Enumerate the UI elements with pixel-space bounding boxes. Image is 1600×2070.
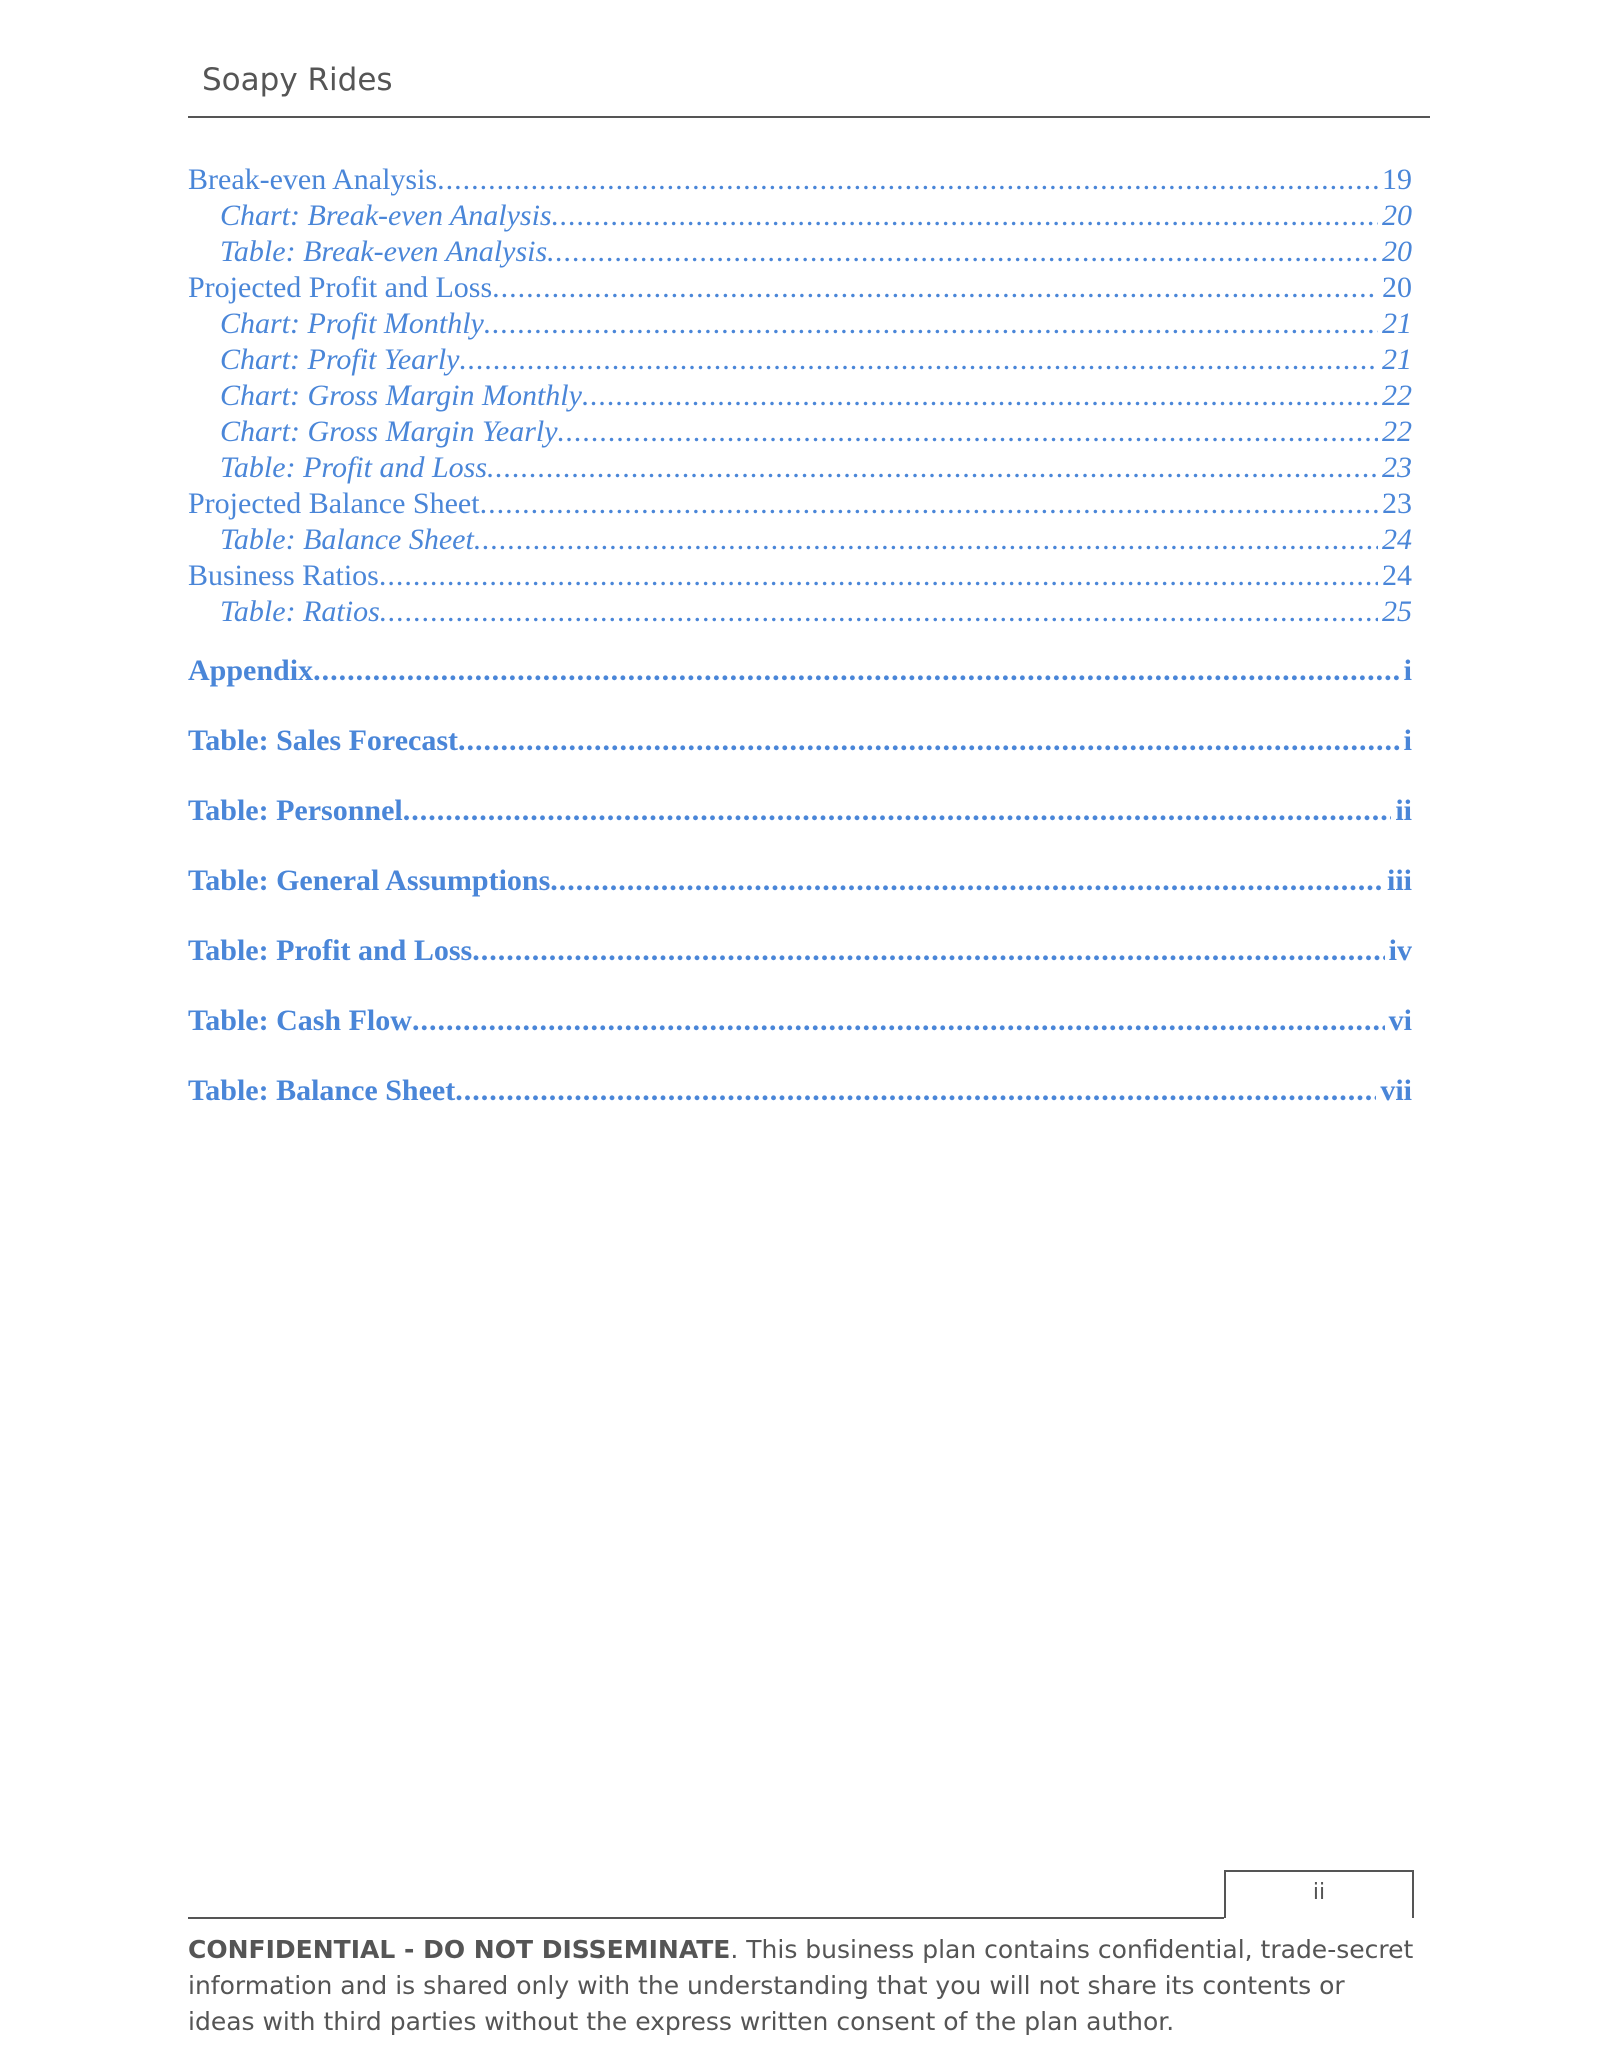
- toc-leader-dots: [550, 846, 1383, 916]
- toc-entry-label: Table: Break-even Analysis: [220, 235, 548, 268]
- toc-entry-table-sales-forecast[interactable]: [188, 706, 1412, 776]
- toc-leader-dots: [552, 198, 1378, 234]
- toc-entry-page: 21: [1382, 343, 1412, 376]
- toc-entry-break-even-analysis[interactable]: [188, 162, 1412, 198]
- toc-entry-chart-break-even-analysis[interactable]: [188, 198, 1412, 234]
- toc-leader-dots: [472, 916, 1384, 986]
- toc-entry-page: 20: [1382, 235, 1412, 268]
- toc-leader-dots: [558, 414, 1378, 450]
- toc-entry-table-ratios[interactable]: [188, 594, 1412, 630]
- toc-entry-label: Table: Cash Flow: [188, 1004, 412, 1037]
- toc-entry-table-cash-flow[interactable]: [188, 986, 1412, 1056]
- toc-entry-page: i: [1403, 654, 1412, 687]
- toc-entry-appendix[interactable]: [188, 636, 1412, 706]
- toc-leader-dots: [458, 706, 1400, 776]
- toc-entry-page: 25: [1382, 595, 1412, 628]
- toc-entry-label: Table: Sales Forecast: [188, 724, 458, 757]
- toc-entry-page: 24: [1382, 559, 1412, 592]
- toc-entry-page: 22: [1382, 379, 1412, 412]
- toc-entry-page: 19: [1382, 163, 1412, 196]
- toc-entry-page: 21: [1382, 307, 1412, 340]
- toc-entry-appendix-table-balance-sheet[interactable]: [188, 1056, 1412, 1126]
- toc-entry-label: Break-even Analysis: [188, 163, 438, 196]
- toc-leader-dots: [379, 558, 1378, 594]
- toc-entry-table-profit-and-loss[interactable]: [188, 450, 1412, 486]
- toc-leader-dots: [437, 162, 1378, 198]
- page-number-box: [1224, 1870, 1414, 1918]
- toc-entry-page: 24: [1382, 523, 1412, 556]
- toc-leader-dots: [480, 486, 1378, 522]
- toc-entry-label: Projected Balance Sheet: [188, 487, 480, 520]
- toc-entry-table-personnel[interactable]: [188, 776, 1412, 846]
- toc-entry-projected-profit-and-loss[interactable]: [188, 270, 1412, 306]
- toc-entry-label: Chart: Profit Monthly: [220, 307, 484, 340]
- toc-entry-table-break-even-analysis[interactable]: [188, 234, 1412, 270]
- toc-entry-page: iv: [1388, 934, 1412, 967]
- table-of-contents: [188, 162, 1412, 1126]
- toc-entry-page: 22: [1382, 415, 1412, 448]
- toc-entry-label: Table: Profit and Loss: [188, 934, 473, 967]
- toc-leader-dots: [412, 986, 1385, 1056]
- toc-leader-dots: [455, 1056, 1376, 1126]
- toc-entry-appendix-table-profit-and-loss[interactable]: [188, 916, 1412, 986]
- toc-leader-dots: [459, 342, 1378, 378]
- toc-entry-page: 23: [1382, 487, 1412, 520]
- toc-leader-dots: [582, 378, 1378, 414]
- toc-entry-page: 20: [1382, 199, 1412, 232]
- toc-entry-label: Projected Profit and Loss: [188, 271, 493, 304]
- toc-leader-dots: [313, 636, 1400, 706]
- toc-entry-chart-profit-yearly[interactable]: [188, 342, 1412, 378]
- toc-entry-page: iii: [1386, 864, 1412, 897]
- toc-entry-page: vi: [1388, 1004, 1412, 1037]
- toc-entry-page: 23: [1382, 451, 1412, 484]
- toc-entry-page: 20: [1382, 271, 1412, 304]
- page-number: ii: [1312, 1880, 1326, 1905]
- toc-leader-dots: [403, 776, 1392, 846]
- toc-entry-label: Table: Profit and Loss: [220, 451, 487, 484]
- toc-entry-business-ratios[interactable]: [188, 558, 1412, 594]
- confidential-heading: CONFIDENTIAL - DO NOT DISSEMINATE: [188, 1935, 731, 1964]
- toc-leader-dots: [492, 270, 1378, 306]
- toc-entry-label: Chart: Break-even Analysis: [220, 199, 552, 232]
- toc-entry-page: i: [1403, 724, 1412, 757]
- toc-entry-page: ii: [1395, 794, 1412, 827]
- toc-entry-projected-balance-sheet[interactable]: [188, 486, 1412, 522]
- toc-leader-dots: [474, 522, 1378, 558]
- toc-entry-label: Table: Personnel: [188, 794, 403, 827]
- toc-entry-page: vii: [1380, 1074, 1412, 1107]
- toc-entry-chart-gross-margin-monthly[interactable]: [188, 378, 1412, 414]
- toc-leader-dots: [380, 594, 1378, 630]
- toc-entry-label: Business Ratios: [188, 559, 379, 592]
- toc-entry-label: Appendix: [188, 654, 314, 687]
- document-title: Soapy Rides: [202, 62, 393, 98]
- footer-divider: [188, 1917, 1224, 1919]
- toc-leader-dots: [487, 450, 1378, 486]
- toc-entry-label: Table: Balance Sheet: [188, 1074, 456, 1107]
- toc-leader-dots: [547, 234, 1378, 270]
- toc-entry-label: Chart: Profit Yearly: [220, 343, 460, 376]
- confidentiality-notice: [188, 1932, 1418, 2040]
- toc-entry-chart-profit-monthly[interactable]: [188, 306, 1412, 342]
- page-header: [188, 58, 1430, 118]
- toc-leader-dots: [484, 306, 1378, 342]
- toc-entry-chart-gross-margin-yearly[interactable]: [188, 414, 1412, 450]
- toc-entry-table-balance-sheet[interactable]: [188, 522, 1412, 558]
- toc-entry-label: Table: Ratios: [220, 595, 380, 628]
- toc-entry-label: Table: General Assumptions: [188, 864, 551, 897]
- confidential-body: . This business plan contains confidential, trade-secret information and is shared only with the understanding that you will not share its contents or ideas with third parties without the express written consent of the plan author.: [188, 1935, 1414, 2036]
- toc-entry-label: Chart: Gross Margin Monthly: [220, 379, 582, 412]
- toc-entry-label: Table: Balance Sheet: [220, 523, 474, 556]
- toc-entry-label: Chart: Gross Margin Yearly: [220, 415, 558, 448]
- toc-entry-table-general-assumptions[interactable]: [188, 846, 1412, 916]
